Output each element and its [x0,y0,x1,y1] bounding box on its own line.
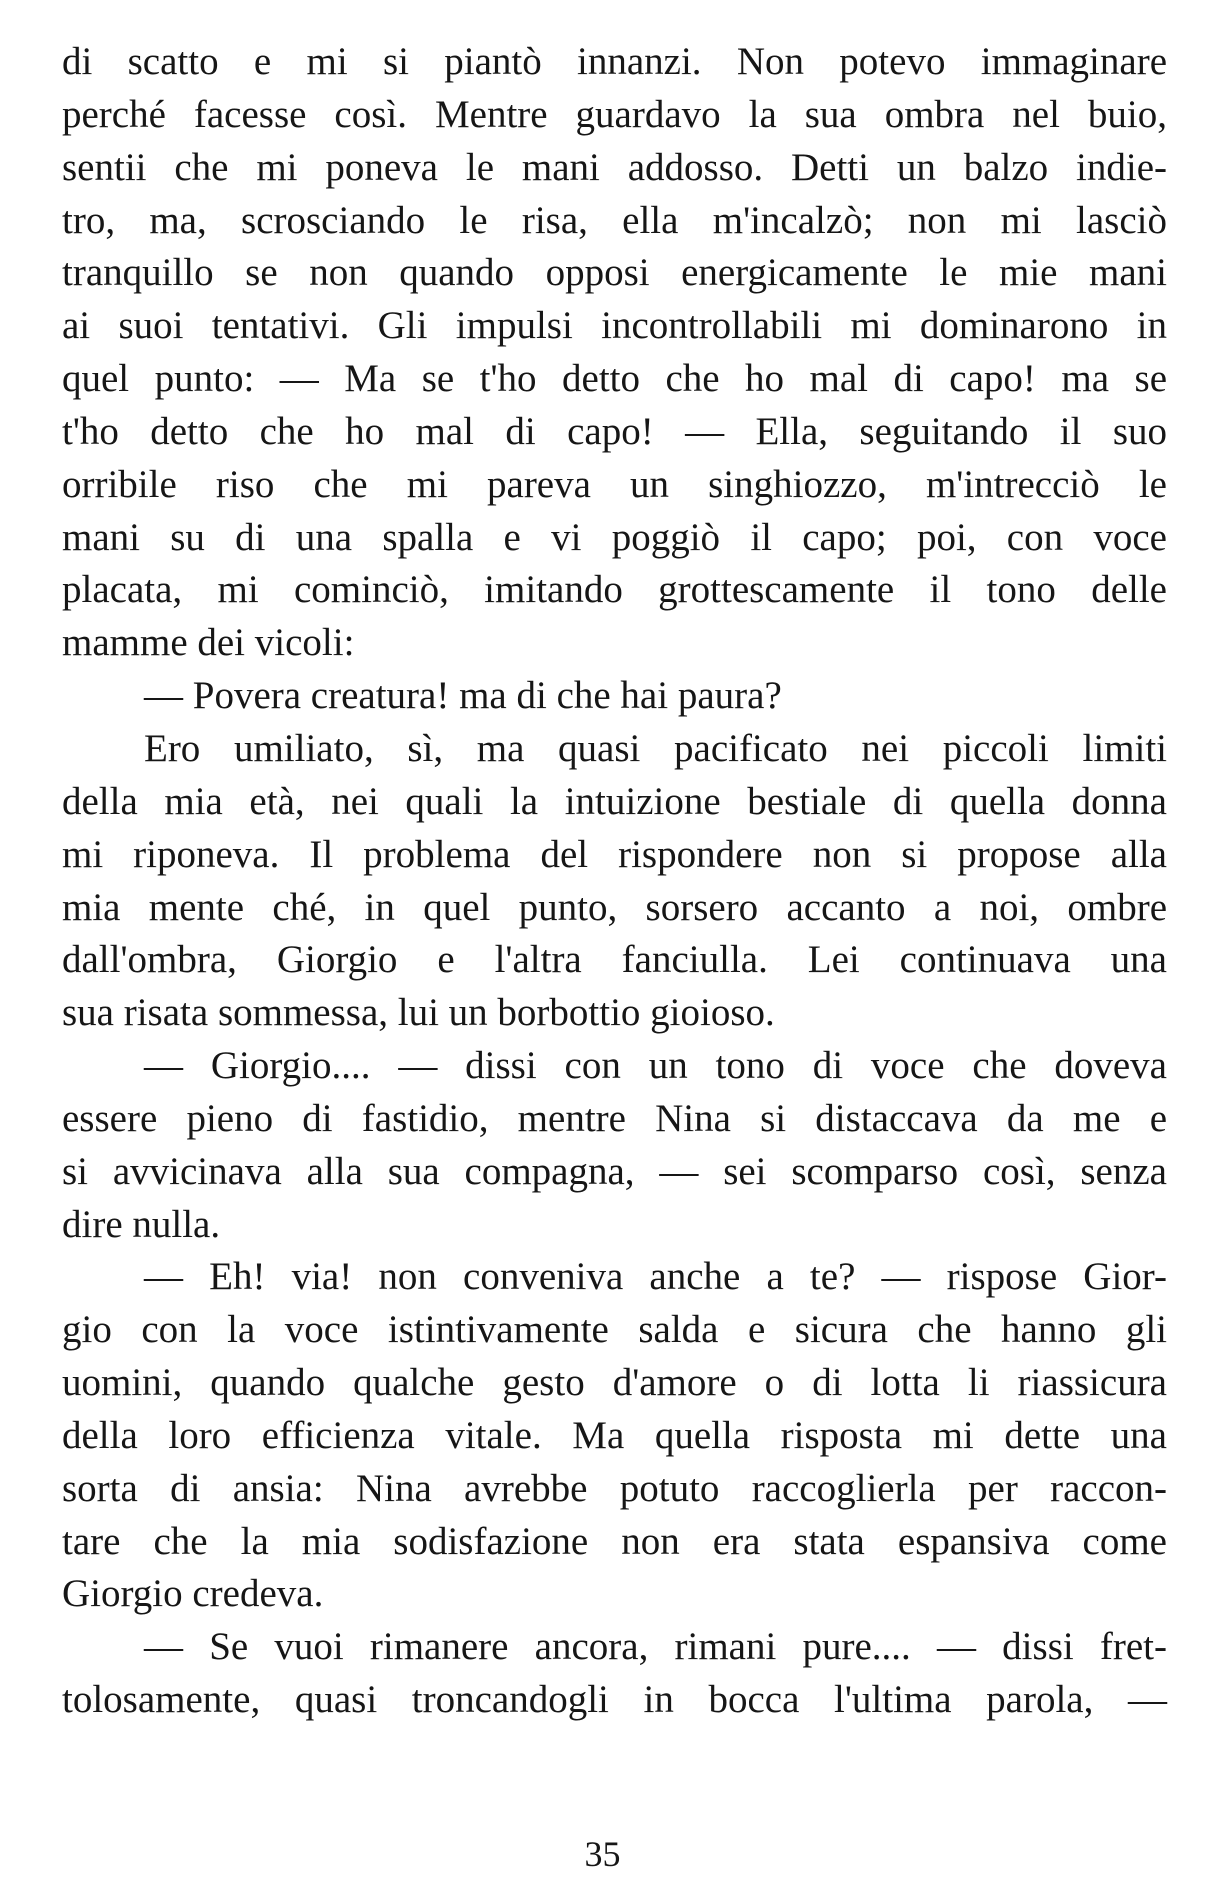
text-line: tare che la mia sodisfazione non era stata espansiva come [62,1519,1167,1563]
text-line: essere pieno di fastidio, mentre Nina si distaccava da me e [62,1096,1167,1140]
text-line: perché facesse così. Mentre guardavo la sua ombra nel buio, [62,92,1167,136]
text-line: gio con la voce istintivamente salda e sicura che hanno gli [62,1308,1167,1352]
text-line: dall'ombra, Giorgio e l'altra fanciulla. Lei continuava una [62,938,1167,982]
text-line: ai suoi tentativi. Gli impulsi incontrollabili mi dominarono in [62,304,1167,348]
text-line: sorta di ansia: Nina avrebbe potuto raccoglierla per raccon- [62,1466,1167,1510]
text-line: si avvicinava alla sua compagna, — sei scomparso così, senza [62,1149,1167,1193]
text-line: mia mente ché, in quel punto, sorsero accanto a noi, ombre [62,885,1167,929]
text-line: mi riponeva. Il problema del rispondere non si propose alla [62,832,1167,876]
text-line: placata, mi cominciò, imitando grottescamente il tono delle [62,568,1167,612]
text-line: quel punto: — Ma se t'ho detto che ho mal di capo! ma se [62,357,1167,401]
text-line: sentii che mi poneva le mani addosso. Detti un balzo indie- [62,145,1167,189]
text-line: — Povera creatura! ma di che hai paura? [144,674,782,718]
text-line: Giorgio credeva. [62,1572,324,1616]
text-line: uomini, quando qualche gesto d'amore o di lotta li riassicura [62,1361,1167,1405]
text-line: della loro efficienza vitale. Ma quella risposta mi dette una [62,1413,1167,1457]
text-line: dire nulla. [62,1202,221,1246]
text-line: orribile riso che mi pareva un singhiozzo, m'intrecciò le [62,462,1167,506]
text-line: mani su di una spalla e vi poggiò il capo; poi, con voce [62,515,1167,559]
text-line: tranquillo se non quando opposi energicamente le mie mani [62,251,1167,295]
text-line: di scatto e mi si piantò innanzi. Non potevo immaginare [62,40,1167,83]
text-line: — Se vuoi rimanere ancora, rimani pure.... — dissi fret- [144,1625,1167,1669]
text-line: Ero umiliato, sì, ma quasi pacificato nei piccoli limiti [144,726,1167,770]
text-line: — Eh! via! non conveniva anche a te? — rispose Gior- [144,1255,1167,1299]
text-line: tro, ma, scrosciando le risa, ella m'incalzò; non mi lasciò [62,198,1167,242]
text-line: mamme dei vicoli: [62,621,355,665]
text-line: tolosamente, quasi troncandogli in bocca l'ultima parola, — [62,1678,1167,1722]
text-line: — Giorgio.... — dissi con un tono di voce che doveva [144,1044,1167,1088]
text-line: sua risata sommessa, lui un borbottio gioioso. [62,991,775,1035]
text-line: della mia età, nei quali la intuizione bestiale di quella donna [62,779,1167,823]
book-page-text [62,36,1167,1727]
text-line: t'ho detto che ho mal di capo! — Ella, seguitando il suo [62,409,1167,453]
page-number: 35 [584,1834,621,1874]
